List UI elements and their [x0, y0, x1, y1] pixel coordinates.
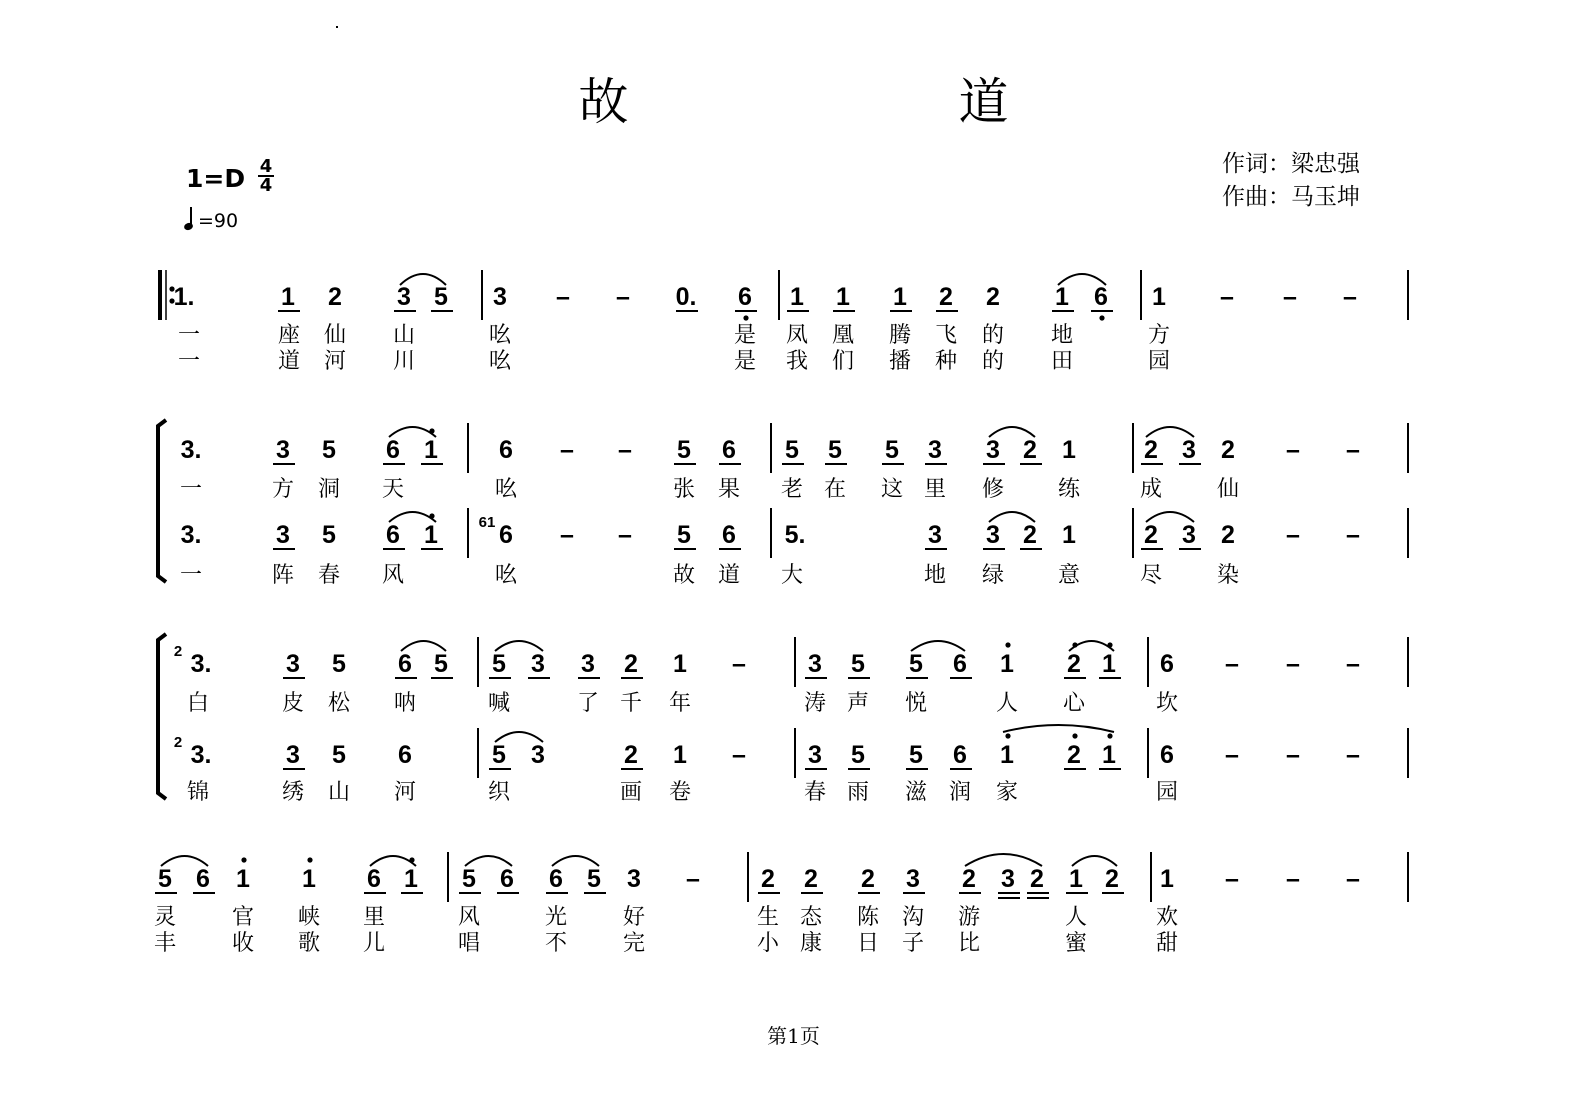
note-5: 5: [851, 650, 865, 678]
note-5: 5: [492, 741, 506, 769]
note-6: 6: [722, 436, 736, 464]
lyric-char: 陈: [856, 905, 880, 930]
note-6: 6: [953, 650, 967, 678]
lyric-char: 官: [231, 905, 255, 930]
note-1: 1: [1160, 865, 1174, 893]
note-3: 3: [808, 650, 822, 678]
grace-note: 2: [173, 734, 183, 751]
lyric-char: 歌: [297, 931, 321, 956]
note-1dot: 1.: [173, 283, 195, 311]
note-dash: –: [1286, 436, 1300, 464]
note-3: 3: [531, 650, 545, 678]
grace-note: 61: [478, 514, 496, 531]
lyric-char: 生: [756, 905, 780, 930]
note-6: 6: [196, 865, 210, 893]
lyric-char: 皮: [281, 691, 305, 716]
note-dash: –: [618, 436, 632, 464]
note-3: 3: [276, 521, 290, 549]
lyric-char: 画: [619, 780, 643, 805]
note-2: 2: [624, 741, 638, 769]
lyric-char: 唱: [457, 931, 481, 956]
lyric-char: 欢: [1155, 905, 1179, 930]
note-dash: –: [1225, 650, 1239, 678]
lyric-char: 种: [934, 349, 958, 374]
note-2: 2: [804, 865, 818, 893]
lyric-char: 吆: [488, 349, 512, 374]
note-dash: –: [1346, 436, 1360, 464]
note-3dot: 3.: [190, 650, 212, 678]
note-3: 3: [986, 436, 1000, 464]
note-6: 6: [1160, 741, 1174, 769]
lyric-char: 心: [1062, 691, 1086, 716]
note-1: 1: [1062, 436, 1076, 464]
lyric-char: 沟: [901, 905, 925, 930]
note-dash: –: [1346, 521, 1360, 549]
lyric-char: 年: [668, 691, 692, 716]
note-3: 3: [928, 436, 942, 464]
lyric-char: 绣: [281, 780, 305, 805]
lyric-char: 座: [277, 323, 301, 348]
lyric-char: 地: [1050, 323, 1074, 348]
lyric-char: 蜜: [1064, 931, 1088, 956]
lyric-char: 播: [888, 349, 912, 374]
lyric-char: 完: [622, 931, 646, 956]
note-2: 2: [1144, 436, 1158, 464]
note-dash: –: [1225, 865, 1239, 893]
lyric-char: 态: [799, 905, 823, 930]
note-2: 2: [1067, 650, 1081, 678]
time-signature-top: 4: [259, 156, 273, 177]
note-5: 5: [851, 741, 865, 769]
lyric-char: 游: [957, 905, 981, 930]
note-1: 1: [1000, 741, 1014, 769]
lyric-char: 染: [1216, 563, 1240, 588]
high-octave-dot: [241, 857, 246, 862]
lyric-char: 里: [362, 905, 386, 930]
note-6: 6: [398, 650, 412, 678]
note-2: 2: [962, 865, 976, 893]
note-3: 3: [286, 650, 300, 678]
note-3: 3: [928, 521, 942, 549]
lyric-char: 是: [733, 323, 757, 348]
lyric-char: 千: [619, 691, 643, 716]
lyric-char: 吆: [494, 563, 518, 588]
note-dash: –: [732, 741, 746, 769]
lyric-char: 们: [831, 349, 855, 374]
lyric-char: 练: [1057, 477, 1081, 502]
system-bracket: [158, 420, 166, 582]
note-1: 1: [404, 865, 418, 893]
lyric-char: 方: [271, 477, 295, 502]
lyric-char: 一: [179, 477, 203, 502]
note-2: 2: [1221, 436, 1235, 464]
note-5: 5: [909, 650, 923, 678]
note-2: 2: [939, 283, 953, 311]
lyric-char: 好: [622, 905, 646, 930]
note-dash: –: [616, 283, 630, 311]
note-2: 2: [986, 283, 1000, 311]
lyric-char: 声: [846, 691, 870, 716]
note-5: 5: [322, 436, 336, 464]
lyric-char: 丰: [153, 931, 177, 956]
lyric-char: 山: [327, 780, 351, 805]
lyric-char: 光: [544, 905, 568, 930]
lyric-char: 川: [392, 349, 416, 374]
lyric-char: 悦: [904, 691, 928, 716]
lyric-char: 果: [717, 477, 741, 502]
note-dash: –: [1283, 283, 1297, 311]
note-5: 5: [828, 436, 842, 464]
note-6: 6: [549, 865, 563, 893]
note-5: 5: [587, 865, 601, 893]
lyric-char: 人: [995, 691, 1019, 716]
note-1: 1: [1069, 865, 1083, 893]
lyric-char: 收: [231, 931, 255, 956]
lyric-char: 意: [1057, 563, 1081, 588]
note-2: 2: [761, 865, 775, 893]
lyric-char: 园: [1155, 780, 1179, 805]
lyric-char: 润: [948, 780, 972, 805]
note-5dot: 5.: [784, 521, 806, 549]
note-2: 2: [1221, 521, 1235, 549]
lyric-char: 一: [179, 563, 203, 588]
lyricist-credit: 作词：梁忠强: [1222, 151, 1360, 177]
high-octave-dot: [307, 857, 312, 862]
lyric-char: 修: [981, 477, 1005, 502]
lyric-char: 凤: [785, 323, 809, 348]
system-bracket: [158, 634, 166, 799]
lyric-char: 松: [327, 691, 351, 716]
lyric-char: 天: [381, 477, 405, 502]
note-3: 3: [397, 283, 411, 311]
lyric-char: 地: [923, 563, 947, 588]
note-6: 6: [722, 521, 736, 549]
note-2: 2: [1105, 865, 1119, 893]
lyric-char: 呐: [393, 691, 417, 716]
note-5: 5: [322, 521, 336, 549]
lyric-char: 雨: [846, 780, 870, 805]
lyric-char: 春: [803, 780, 827, 805]
lyric-char: 绿: [981, 563, 1005, 588]
note-6: 6: [738, 283, 752, 311]
lyric-char: 子: [901, 931, 925, 956]
note-5: 5: [785, 436, 799, 464]
lyric-char: 比: [957, 931, 981, 956]
note-dash: –: [1346, 741, 1360, 769]
lyric-char: 人: [1064, 905, 1088, 930]
lyric-char: 方: [1147, 323, 1171, 348]
note-6: 6: [386, 436, 400, 464]
note-1: 1: [302, 865, 316, 893]
note-1: 1: [1102, 650, 1116, 678]
lyric-char: 河: [393, 780, 417, 805]
note-3: 3: [531, 741, 545, 769]
note-dash: –: [1346, 865, 1360, 893]
note-6: 6: [367, 865, 381, 893]
note-2: 2: [1030, 865, 1044, 893]
lyric-char: 我: [785, 349, 809, 374]
note-2: 2: [1023, 521, 1037, 549]
note-5: 5: [434, 283, 448, 311]
lyric-char: 成: [1139, 477, 1163, 502]
note-1: 1: [1055, 283, 1069, 311]
high-octave-dot: [1005, 642, 1010, 647]
note-3dot: 3.: [180, 521, 202, 549]
note-5: 5: [434, 650, 448, 678]
note-6: 6: [499, 521, 513, 549]
note-5: 5: [909, 741, 923, 769]
lyric-char: 道: [277, 349, 301, 374]
note-2: 2: [1067, 741, 1081, 769]
lyric-char: 河: [323, 349, 347, 374]
lyric-char: 老: [780, 477, 804, 502]
note-3: 3: [1182, 521, 1196, 549]
note-6: 6: [398, 741, 412, 769]
note-3: 3: [1001, 865, 1015, 893]
note-1: 1: [236, 865, 250, 893]
note-5: 5: [158, 865, 172, 893]
lyric-char: 喊: [487, 691, 511, 716]
lyric-char: 家: [995, 780, 1019, 805]
lyric-char: 甜: [1155, 931, 1179, 956]
lyric-char: 锦: [186, 780, 210, 805]
note-1: 1: [790, 283, 804, 311]
note-2: 2: [1144, 521, 1158, 549]
page-number: 第1页: [767, 1024, 820, 1048]
note-6: 6: [1160, 650, 1174, 678]
lyric-char: 仙: [1216, 477, 1240, 502]
lyric-char: 儿: [362, 931, 386, 956]
note-1: 1: [836, 283, 850, 311]
lyric-char: 滋: [904, 780, 928, 805]
note-3: 3: [276, 436, 290, 464]
note-6: 6: [1094, 283, 1108, 311]
note-3: 3: [906, 865, 920, 893]
lyric-char: 风: [457, 905, 481, 930]
tempo-value: =90: [198, 210, 239, 232]
note-1: 1: [1000, 650, 1014, 678]
lyric-char: 这: [880, 477, 904, 502]
high-octave-dot: [1072, 733, 1077, 738]
high-octave-dot: [1005, 733, 1010, 738]
lyric-char: 张: [672, 477, 696, 502]
note-dash: –: [1286, 650, 1300, 678]
note-1: 1: [1062, 521, 1076, 549]
lyric-char: 洞: [317, 477, 341, 502]
time-signature-bottom: 4: [259, 175, 273, 196]
lyric-char: 涛: [803, 691, 827, 716]
lyric-char: 一: [177, 349, 201, 374]
note-dash: –: [560, 436, 574, 464]
note-1: 1: [893, 283, 907, 311]
note-5: 5: [885, 436, 899, 464]
song-title: 故 道: [578, 73, 1149, 131]
lyric-char: 卷: [668, 780, 692, 805]
lyric-char: 园: [1147, 349, 1171, 374]
lyric-char: 吆: [494, 477, 518, 502]
note-dash: –: [1286, 741, 1300, 769]
lyric-char: 小: [756, 931, 780, 956]
lyric-char: 里: [923, 477, 947, 502]
note-5: 5: [332, 650, 346, 678]
note-5: 5: [462, 865, 476, 893]
lyric-char: 了: [576, 691, 600, 716]
note-5: 5: [332, 741, 346, 769]
note-3: 3: [493, 283, 507, 311]
lyric-char: 日: [856, 931, 880, 956]
lyric-char: 田: [1050, 349, 1074, 374]
key-signature: 1=D: [186, 164, 246, 193]
note-2: 2: [624, 650, 638, 678]
lyric-char: 峡: [297, 905, 321, 930]
lyric-char: 吆: [488, 323, 512, 348]
note-1: 1: [1102, 741, 1116, 769]
slur: [1003, 725, 1114, 732]
low-octave-dot: [743, 315, 748, 320]
note-0dot: 0.: [675, 283, 697, 311]
lyric-char: 阵: [271, 563, 295, 588]
grace-note: 2: [173, 643, 183, 660]
lyric-char: 凰: [831, 323, 855, 348]
note-3dot: 3.: [180, 436, 202, 464]
lyric-char: 坎: [1155, 691, 1179, 716]
lyric-char: 不: [544, 931, 568, 956]
note-1: 1: [673, 741, 687, 769]
note-dash: –: [1343, 283, 1357, 311]
note-6: 6: [500, 865, 514, 893]
low-octave-dot: [1099, 315, 1104, 320]
lyric-char: 尽: [1139, 563, 1163, 588]
lyric-char: 大: [780, 563, 804, 588]
note-dash: –: [1286, 521, 1300, 549]
note-3: 3: [627, 865, 641, 893]
lyric-char: 的: [981, 323, 1005, 348]
note-3: 3: [1182, 436, 1196, 464]
lyric-char: 在: [823, 477, 847, 502]
lyric-char: 道: [717, 563, 741, 588]
note-1: 1: [673, 650, 687, 678]
note-3: 3: [986, 521, 1000, 549]
high-octave-dot: [1107, 733, 1112, 738]
lyric-char: 腾: [888, 323, 912, 348]
note-5: 5: [492, 650, 506, 678]
lyric-char: 故: [672, 563, 696, 588]
lyric-char: 飞: [934, 323, 958, 348]
lyric-char: 春: [317, 563, 341, 588]
note-3: 3: [286, 741, 300, 769]
note-dash: –: [1346, 650, 1360, 678]
lyric-char: 的: [981, 349, 1005, 374]
note-1: 1: [424, 436, 438, 464]
note-dash: –: [1225, 741, 1239, 769]
composer-credit: 作曲：马玉坤: [1222, 184, 1360, 210]
lyric-char: 一: [177, 323, 201, 348]
lyric-char: 康: [799, 931, 823, 956]
note-1: 1: [424, 521, 438, 549]
lyric-char: 织: [487, 780, 511, 805]
note-dash: –: [1220, 283, 1234, 311]
lyric-char: 山: [392, 323, 416, 348]
lyric-char: 风: [381, 563, 405, 588]
lyric-char: 是: [733, 349, 757, 374]
note-3dot: 3.: [190, 741, 212, 769]
note-2: 2: [328, 283, 342, 311]
note-6: 6: [499, 436, 513, 464]
note-6: 6: [953, 741, 967, 769]
note-3: 3: [808, 741, 822, 769]
lyric-char: 白: [186, 691, 210, 716]
note-5: 5: [677, 436, 691, 464]
note-5: 5: [677, 521, 691, 549]
note-dash: –: [618, 521, 632, 549]
lyric-char: 仙: [323, 323, 347, 348]
note-1: 1: [1152, 283, 1166, 311]
note-6: 6: [386, 521, 400, 549]
note-3: 3: [581, 650, 595, 678]
note-2: 2: [1023, 436, 1037, 464]
note-dash: –: [556, 283, 570, 311]
note-1: 1: [281, 283, 295, 311]
note-dash: –: [732, 650, 746, 678]
note-dash: –: [1286, 865, 1300, 893]
lyric-char: 灵: [153, 905, 177, 930]
note-dash: –: [560, 521, 574, 549]
note-dash: –: [686, 865, 700, 893]
note-2: 2: [861, 865, 875, 893]
